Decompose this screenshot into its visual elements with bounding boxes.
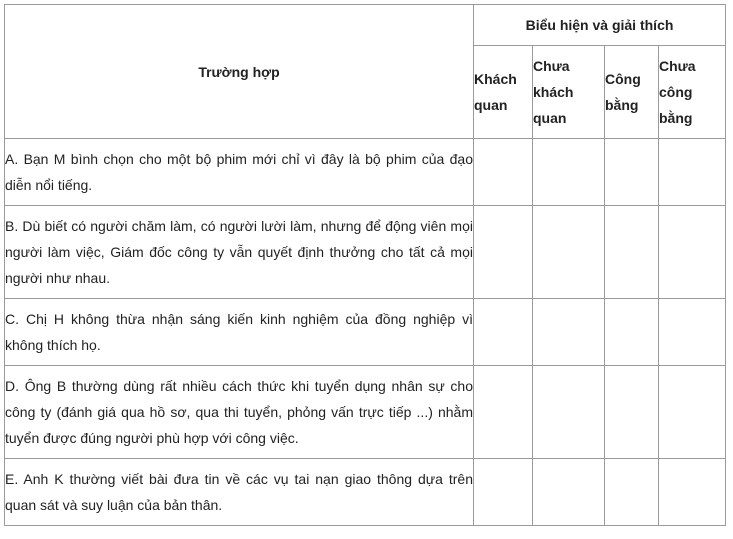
case-text-e: E. Anh K thường viết bài đưa tin về các vụ tai nạn giao thông dựa trên quan sát và suy luận của bản thân. <box>5 459 474 526</box>
answer-cell-objective[interactable] <box>474 459 533 526</box>
answer-cell-fair[interactable] <box>605 459 659 526</box>
case-text-c: C. Chị H không thừa nhận sáng kiến kinh nghiệm của đồng nghiệp vì không thích họ. <box>5 299 474 366</box>
answer-cell-fair[interactable] <box>605 206 659 299</box>
table-row <box>5 299 726 366</box>
answer-cell-fair[interactable] <box>605 299 659 366</box>
table-row <box>5 459 726 526</box>
answer-cell-objective[interactable] <box>474 299 533 366</box>
answer-cell-not-fair[interactable] <box>659 366 726 459</box>
table-row <box>5 366 726 459</box>
answer-cell-objective[interactable] <box>474 366 533 459</box>
expression-group-header: Biểu hiện và giải thích <box>474 5 726 46</box>
column-header-not-objective: Chưa khách quan <box>533 46 605 139</box>
answer-cell-not-objective[interactable] <box>533 366 605 459</box>
answer-cell-not-objective[interactable] <box>533 139 605 206</box>
case-text-b: B. Dù biết có người chăm làm, có người lười làm, nhưng để động viên mọi người làm việc, Giám đốc công ty vẫn quyết định thưởng cho tất cả mọi người như nhau. <box>5 206 474 299</box>
assessment-table <box>4 4 726 526</box>
answer-cell-not-objective[interactable] <box>533 299 605 366</box>
answer-cell-fair[interactable] <box>605 139 659 206</box>
column-header-not-fair: Chưa công bằng <box>659 46 726 139</box>
table-row <box>5 206 726 299</box>
table-row <box>5 139 726 206</box>
case-text-d: D. Ông B thường dùng rất nhiều cách thức khi tuyển dụng nhân sự cho công ty (đánh giá qua hồ sơ, qua thi tuyển, phỏng vấn trực tiếp ...) nhằm tuyển được đúng người phù hợp với công việc. <box>5 366 474 459</box>
answer-cell-objective[interactable] <box>474 139 533 206</box>
answer-cell-not-objective[interactable] <box>533 459 605 526</box>
column-header-objective: Khách quan <box>474 46 533 139</box>
answer-cell-not-fair[interactable] <box>659 299 726 366</box>
answer-cell-not-fair[interactable] <box>659 206 726 299</box>
case-text-a: A. Bạn M bình chọn cho một bộ phim mới chỉ vì đây là bộ phim của đạo diễn nổi tiếng. <box>5 139 474 206</box>
answer-cell-not-fair[interactable] <box>659 459 726 526</box>
answer-cell-objective[interactable] <box>474 206 533 299</box>
answer-cell-fair[interactable] <box>605 366 659 459</box>
answer-cell-not-fair[interactable] <box>659 139 726 206</box>
case-column-header: Trường hợp <box>5 5 474 139</box>
answer-cell-not-objective[interactable] <box>533 206 605 299</box>
column-header-fair: Công bằng <box>605 46 659 139</box>
